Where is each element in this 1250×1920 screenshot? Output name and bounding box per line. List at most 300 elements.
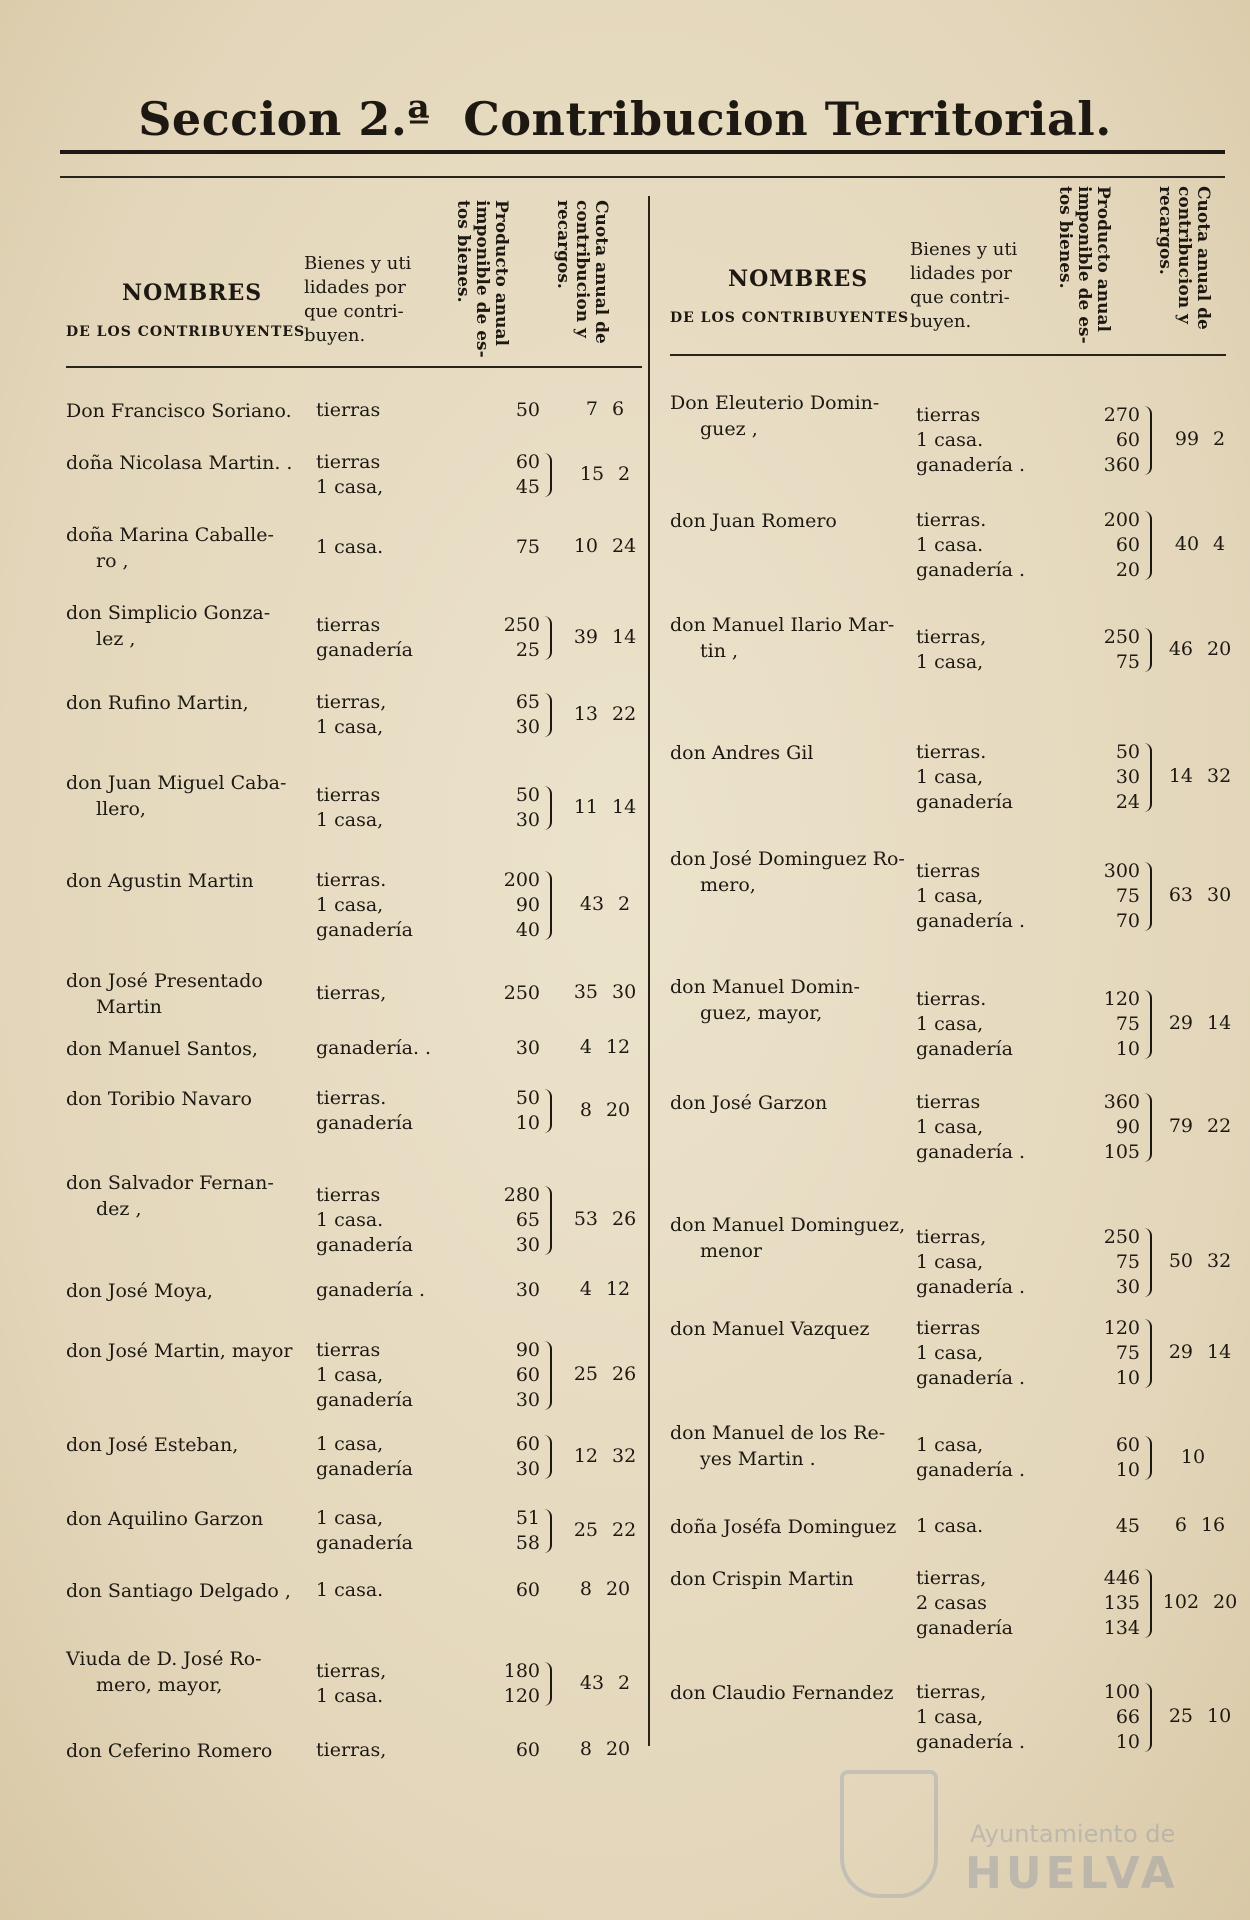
header-bienes-line: Bienes y uti <box>304 253 412 274</box>
contributor-name <box>66 522 274 574</box>
property-item: 1 casa. <box>916 429 984 451</box>
header-producto-line: imponible de es- <box>472 200 492 358</box>
quota-reales: 53 <box>573 1208 598 1230</box>
taxable-product-values <box>490 690 540 740</box>
property-item: ganadería. . <box>316 1037 432 1059</box>
contributor-name <box>670 1420 885 1472</box>
contributor-name-line: don Santiago Delgado , <box>66 1580 291 1602</box>
property-item: 1 casa, <box>916 885 984 907</box>
contributor-name-line: doña Nicolasa Martin. . <box>66 452 293 474</box>
header-cuota-line: contribucion y <box>1174 186 1194 324</box>
property-item: tierras, <box>916 626 987 648</box>
property-items <box>316 1506 413 1556</box>
annual-quota <box>555 1519 655 1541</box>
taxable-product-value: 100 <box>1103 1681 1140 1703</box>
taxable-product-value: 75 <box>1115 1342 1140 1364</box>
brace <box>544 1662 552 1706</box>
quota-reales: 4 <box>579 1278 592 1300</box>
property-item: 1 casa, <box>916 651 984 673</box>
property-items <box>316 398 380 423</box>
taxable-product-values <box>1090 625 1140 675</box>
property-items <box>316 1278 425 1303</box>
annual-quota <box>1150 638 1250 660</box>
contributor-name <box>66 770 286 822</box>
header-bienes-line: buyen. <box>910 311 972 332</box>
property-items <box>316 868 413 943</box>
property-item: ganadería . <box>316 1279 426 1301</box>
contributor-name-line: don Manuel Ilario Mar- <box>670 614 895 636</box>
property-items <box>316 981 386 1006</box>
contributor-name <box>66 600 270 652</box>
header-producto-line: tos bienes. <box>453 200 473 303</box>
annual-quota <box>555 626 655 648</box>
taxable-product-value: 75 <box>1115 885 1140 907</box>
quota-reales: 15 <box>579 462 605 485</box>
taxable-product-value: 180 <box>503 1660 540 1682</box>
contributor-name-line: ro , <box>96 550 129 572</box>
property-item: tierras. <box>316 1087 387 1109</box>
property-item: ganadería . <box>916 1141 1026 1163</box>
taxable-product-value: 120 <box>503 1685 540 1707</box>
property-items <box>916 987 1013 1062</box>
annual-quota <box>555 1363 655 1385</box>
property-item: tierras <box>916 1317 981 1339</box>
annual-quota <box>555 463 655 485</box>
taxable-product-values <box>490 450 540 500</box>
property-item: 1 casa. <box>316 1209 384 1231</box>
contributor-name <box>670 1316 869 1342</box>
watermark <box>840 1740 1190 1900</box>
taxable-product-value: 250 <box>1103 1226 1140 1248</box>
contributor-name <box>66 450 292 476</box>
left-header-underline <box>66 366 642 368</box>
title-rule <box>60 150 1225 154</box>
brace <box>544 1341 552 1410</box>
contributor-name <box>66 868 254 894</box>
taxable-product-values <box>490 1183 540 1258</box>
quota-reales: 102 <box>1162 1591 1200 1613</box>
header-producto-line: Producto anual <box>1093 186 1113 332</box>
header-bienes-line: lidades por <box>910 263 1012 284</box>
brace <box>544 693 552 737</box>
contributor-name-line: yes Martin . <box>700 1448 816 1470</box>
taxable-product-value: 30 <box>515 1458 540 1480</box>
property-item: tierras. <box>316 869 387 891</box>
taxable-product-value: 60 <box>1115 429 1140 451</box>
property-items <box>916 1566 1013 1641</box>
taxable-product-value: 30 <box>1115 766 1140 788</box>
annual-quota <box>1150 1705 1250 1727</box>
brace <box>544 1089 552 1133</box>
contributor-name-line: tin , <box>700 640 739 662</box>
annual-quota <box>555 703 655 725</box>
taxable-product-value: 360 <box>1103 1091 1140 1113</box>
taxable-product-values <box>1090 1433 1140 1483</box>
property-items <box>316 1432 413 1482</box>
contributor-name <box>66 1278 213 1304</box>
quota-reales: 12 <box>573 1444 598 1467</box>
taxable-product-value: 30 <box>515 716 540 738</box>
contributor-name <box>670 612 894 664</box>
property-item: ganadería . <box>916 1459 1026 1481</box>
taxable-product-value: 65 <box>515 1209 540 1231</box>
taxable-product-value: 360 <box>1103 454 1140 476</box>
taxable-product-value: 75 <box>1115 651 1140 673</box>
quota-maravedis: 20 <box>1213 1591 1238 1613</box>
taxable-product-values <box>490 613 540 663</box>
contributor-name-line: dez , <box>96 1198 142 1220</box>
quota-maravedis: 2 <box>1213 428 1226 450</box>
taxable-product-values <box>490 1578 540 1603</box>
property-items <box>916 1514 983 1539</box>
taxable-product-value: 30 <box>515 1234 540 1256</box>
taxable-product-values <box>1090 987 1140 1062</box>
property-item: ganadería <box>316 1389 413 1411</box>
annual-quota <box>555 1738 655 1760</box>
property-item: tierras, <box>316 691 387 713</box>
header-bienes-line: Bienes y uti <box>910 239 1018 260</box>
property-item: ganadería <box>916 791 1013 813</box>
property-item: tierras, <box>916 1226 987 1248</box>
crest-icon <box>840 1770 938 1898</box>
taxable-product-value: 10 <box>1115 1459 1140 1481</box>
quota-maravedis: 24 <box>612 535 637 557</box>
annual-quota <box>555 1036 655 1058</box>
header-nombres: NOMBRES <box>728 266 869 292</box>
taxable-product-value: 60 <box>515 1433 540 1455</box>
contributor-name <box>670 508 837 534</box>
taxable-product-value: 270 <box>1103 404 1140 426</box>
header-cuota-line: recargos. <box>1155 186 1175 275</box>
contributor-name-line: llero, <box>96 798 146 820</box>
header-producto-line: imponible de es- <box>1074 186 1094 344</box>
contributor-name-line: don Simplicio Gonza- <box>66 602 271 624</box>
taxable-product-value: 60 <box>1115 1434 1140 1456</box>
taxable-product-value: 30 <box>1115 1276 1140 1298</box>
property-item: ganadería . <box>916 1731 1026 1753</box>
taxable-product-value: 135 <box>1103 1592 1140 1614</box>
taxable-product-value: 120 <box>1103 1317 1140 1339</box>
taxable-product-value: 300 <box>1103 860 1140 882</box>
quota-maravedis: 32 <box>612 1444 637 1467</box>
quota-reales: 99 <box>1174 428 1200 450</box>
brace <box>544 1435 552 1479</box>
contributor-name-line: don José Martin, mayor <box>66 1340 293 1362</box>
quota-maravedis: 30 <box>1207 884 1232 906</box>
quota-reales: 7 <box>585 398 598 420</box>
quota-maravedis: 14 <box>612 625 637 648</box>
quota-reales: 40 <box>1174 533 1200 555</box>
quota-maravedis: 10 <box>1207 1705 1232 1727</box>
taxable-product-value: 60 <box>515 1579 540 1601</box>
property-item: tierras. <box>916 741 987 763</box>
taxable-product-value: 25 <box>515 639 540 661</box>
property-item: 1 casa. <box>316 536 384 558</box>
property-items <box>316 1183 413 1258</box>
quota-maravedis: 20 <box>605 1738 631 1760</box>
quota-maravedis: 14 <box>1207 1012 1232 1034</box>
property-item: ganadería <box>316 1112 413 1134</box>
property-items <box>316 535 383 560</box>
taxable-product-value: 446 <box>1103 1567 1140 1589</box>
contributor-name <box>66 398 292 424</box>
property-item: ganadería <box>316 1234 413 1256</box>
header-cuota-line: contribucion y <box>572 200 592 338</box>
brace <box>544 786 552 830</box>
column-divider <box>648 196 650 1746</box>
left-header-producto <box>444 200 510 358</box>
quota-reales: 10 <box>1180 1445 1206 1468</box>
property-items <box>316 450 383 500</box>
taxable-product-values <box>490 398 540 423</box>
contributor-name-line: Viuda de D. José Ro- <box>66 1648 262 1670</box>
annual-quota <box>555 1672 655 1694</box>
taxable-product-values <box>490 981 540 1006</box>
taxable-product-value: 30 <box>515 1279 540 1301</box>
brace <box>544 616 552 660</box>
quota-maravedis: 12 <box>605 1278 631 1300</box>
annual-quota <box>1150 1591 1250 1613</box>
annual-quota <box>1150 1514 1250 1536</box>
contributor-name <box>670 1090 827 1116</box>
annual-quota <box>1150 1341 1250 1363</box>
header-bienes-line: buyen. <box>304 325 366 346</box>
annual-quota <box>1150 1012 1250 1034</box>
taxable-product-value: 51 <box>515 1507 540 1529</box>
contributor-name <box>670 974 860 1026</box>
property-items <box>916 1090 1025 1165</box>
property-items <box>916 625 986 675</box>
property-item: 1 casa, <box>316 1433 384 1455</box>
brace <box>544 1509 552 1553</box>
header-bienes-line: que contri- <box>910 287 1010 308</box>
quota-maravedis: 22 <box>1207 1115 1232 1137</box>
taxable-product-values <box>1090 1316 1140 1391</box>
contributor-name-line: don José Moya, <box>66 1280 213 1302</box>
annual-quota <box>1150 428 1250 450</box>
right-header-names <box>670 266 909 326</box>
property-item: tierras, <box>316 1739 387 1761</box>
annual-quota <box>555 796 655 818</box>
taxable-product-value: 66 <box>1115 1706 1140 1728</box>
property-item: 1 casa, <box>916 1251 984 1273</box>
taxable-product-value: 250 <box>1103 626 1140 648</box>
taxable-product-value: 60 <box>515 451 540 473</box>
property-item: ganadería <box>316 1532 413 1554</box>
taxable-product-value: 200 <box>1103 509 1140 531</box>
property-item: 1 casa, <box>316 809 384 831</box>
quota-maravedis: 22 <box>612 702 637 725</box>
property-item: ganadería <box>316 1458 413 1480</box>
quota-reales: 39 <box>573 625 598 648</box>
property-item: tierras <box>316 614 381 636</box>
property-items <box>916 508 1025 583</box>
quota-reales: 79 <box>1168 1115 1193 1137</box>
property-items <box>316 1036 431 1061</box>
contributor-name-line: mero, mayor, <box>96 1674 223 1696</box>
annual-quota <box>1150 1446 1250 1468</box>
property-item: 1 casa, <box>916 766 984 788</box>
property-item: ganadería <box>316 639 413 661</box>
quota-reales: 8 <box>579 1738 592 1760</box>
quota-maravedis: 20 <box>605 1578 631 1600</box>
property-item: tierras, <box>316 982 387 1004</box>
taxable-product-value: 90 <box>515 1339 540 1361</box>
watermark-line2: HUELVA <box>965 1848 1179 1899</box>
contributor-name-line: don Salvador Fernan- <box>66 1172 274 1194</box>
quota-reales: 13 <box>573 702 598 725</box>
taxable-product-values <box>490 1338 540 1413</box>
taxable-product-values <box>1090 508 1140 583</box>
contributor-name-line: doña Marina Caballe- <box>66 524 274 546</box>
property-items <box>316 1578 383 1603</box>
quota-reales: 25 <box>573 1518 598 1541</box>
quota-maravedis: 14 <box>1207 1341 1232 1363</box>
contributor-name <box>670 1212 905 1264</box>
header-bienes-line: lidades por <box>304 277 406 298</box>
taxable-product-values <box>490 1086 540 1136</box>
quota-maravedis: 32 <box>1207 1250 1232 1272</box>
taxable-product-value: 75 <box>1115 1251 1140 1273</box>
contributor-name <box>66 1506 263 1532</box>
taxable-product-value: 24 <box>1115 791 1140 813</box>
contributor-name <box>66 1170 274 1222</box>
contributor-name-line: doña Joséfa Dominguez <box>670 1516 897 1538</box>
property-item: tierras <box>916 860 981 882</box>
quota-reales: 10 <box>573 535 598 557</box>
contributor-name-line: don Aquilino Garzon <box>66 1508 264 1530</box>
contributor-name <box>670 740 813 766</box>
property-items <box>316 1659 386 1709</box>
quota-maravedis: 4 <box>1213 533 1226 555</box>
quota-reales: 50 <box>1168 1250 1193 1272</box>
header-bienes-line: que contri- <box>304 301 404 322</box>
taxable-product-value: 60 <box>515 1364 540 1386</box>
contributor-name-line: don Rufino Martin, <box>66 692 249 714</box>
taxable-product-value: 75 <box>515 536 540 558</box>
annual-quota <box>1150 1115 1250 1137</box>
property-item: 1 casa. <box>916 1515 984 1537</box>
quota-maravedis: 12 <box>605 1036 631 1058</box>
quota-reales: 8 <box>579 1098 592 1121</box>
property-item: tierras. <box>916 988 987 1010</box>
property-items <box>316 1086 413 1136</box>
quota-maravedis: 20 <box>605 1098 631 1121</box>
quota-maravedis: 2 <box>618 462 631 485</box>
header-cuota-line: Cuota anual de <box>591 200 611 344</box>
taxable-product-value: 50 <box>515 1087 540 1109</box>
taxable-product-value: 200 <box>503 869 540 891</box>
property-item: 1 casa, <box>316 476 384 498</box>
property-item: ganadería . <box>916 1276 1026 1298</box>
property-item: ganadería <box>316 919 413 941</box>
contributor-name <box>66 690 249 716</box>
contributor-name-line: don José Esteban, <box>66 1434 239 1456</box>
taxable-product-value: 30 <box>515 809 540 831</box>
contributor-name-line: don Andres Gil <box>670 742 814 764</box>
taxable-product-values <box>490 783 540 833</box>
quota-maravedis: 26 <box>612 1208 637 1230</box>
taxable-product-value: 250 <box>503 614 540 636</box>
left-header-bienes <box>304 252 434 348</box>
property-item: 1 casa, <box>916 1434 984 1456</box>
property-items <box>916 1316 1025 1391</box>
contributor-name-line: don Manuel Domin- <box>670 976 860 998</box>
taxable-product-value: 20 <box>1115 559 1140 581</box>
property-item: tierras <box>316 1184 381 1206</box>
taxable-product-values <box>1090 1566 1140 1641</box>
taxable-product-value: 30 <box>515 1389 540 1411</box>
quota-reales: 35 <box>573 981 598 1003</box>
contributor-name-line: Don Eleuterio Domin- <box>670 392 880 414</box>
quota-maravedis: 16 <box>1200 1514 1226 1536</box>
contributor-name-line: don José Dominguez Ro- <box>670 848 905 870</box>
taxable-product-value: 280 <box>503 1184 540 1206</box>
taxable-product-value: 10 <box>1115 1731 1140 1753</box>
property-items <box>916 1225 1025 1300</box>
taxable-product-value: 45 <box>1115 1515 1140 1537</box>
contributor-name <box>670 1566 854 1592</box>
contributor-name <box>66 1432 238 1458</box>
property-item: 1 casa, <box>316 716 384 738</box>
contributor-name <box>66 1578 291 1604</box>
brace <box>544 453 552 497</box>
taxable-product-value: 30 <box>515 1037 540 1059</box>
quota-maravedis: 30 <box>612 981 637 1003</box>
contributor-name-line: don Toribio Navaro <box>66 1088 252 1110</box>
taxable-product-value: 50 <box>1115 741 1140 763</box>
watermark-line1: Ayuntamiento de <box>970 1820 1176 1848</box>
quota-reales: 25 <box>1168 1705 1193 1727</box>
quota-maravedis: 22 <box>612 1518 637 1541</box>
annual-quota <box>555 1099 655 1121</box>
property-item: ganadería . <box>916 559 1026 581</box>
property-items <box>916 859 1025 934</box>
right-header-bienes <box>910 238 1040 334</box>
taxable-product-value: 134 <box>1103 1617 1140 1639</box>
taxable-product-values <box>490 1432 540 1482</box>
property-item: ganadería <box>916 1617 1013 1639</box>
contributor-name-line: Martin <box>96 996 162 1018</box>
taxable-product-value: 75 <box>1115 1013 1140 1035</box>
property-items <box>316 690 386 740</box>
left-header-names <box>66 280 305 340</box>
taxable-product-value: 70 <box>1115 910 1140 932</box>
contributor-name-line: don José Garzon <box>670 1092 828 1114</box>
taxable-product-value: 105 <box>1103 1141 1140 1163</box>
contributor-name-line: don Manuel Vazquez <box>670 1318 870 1340</box>
taxable-product-value: 50 <box>515 399 540 421</box>
quota-reales: 8 <box>579 1578 592 1600</box>
contributor-name-line: don Agustin Martin <box>66 870 254 892</box>
property-item: 1 casa, <box>916 1706 984 1728</box>
annual-quota <box>1150 765 1250 787</box>
contributor-name-line: guez , <box>700 418 758 440</box>
quota-maravedis: 2 <box>618 893 631 915</box>
contributor-name-line: don Crispin Martin <box>670 1568 854 1590</box>
contributor-name-line: lez , <box>96 628 136 650</box>
quota-maravedis: 32 <box>1207 765 1232 787</box>
taxable-product-value: 60 <box>515 1739 540 1761</box>
quota-reales: 6 <box>1174 1514 1187 1536</box>
taxable-product-value: 50 <box>515 784 540 806</box>
property-item: ganadería . <box>916 910 1026 932</box>
property-item: 2 casas <box>916 1592 987 1614</box>
property-item: tierras, <box>916 1567 987 1589</box>
property-item: 1 casa, <box>316 1364 384 1386</box>
quota-reales: 4 <box>579 1036 592 1058</box>
annual-quota <box>555 1445 655 1467</box>
